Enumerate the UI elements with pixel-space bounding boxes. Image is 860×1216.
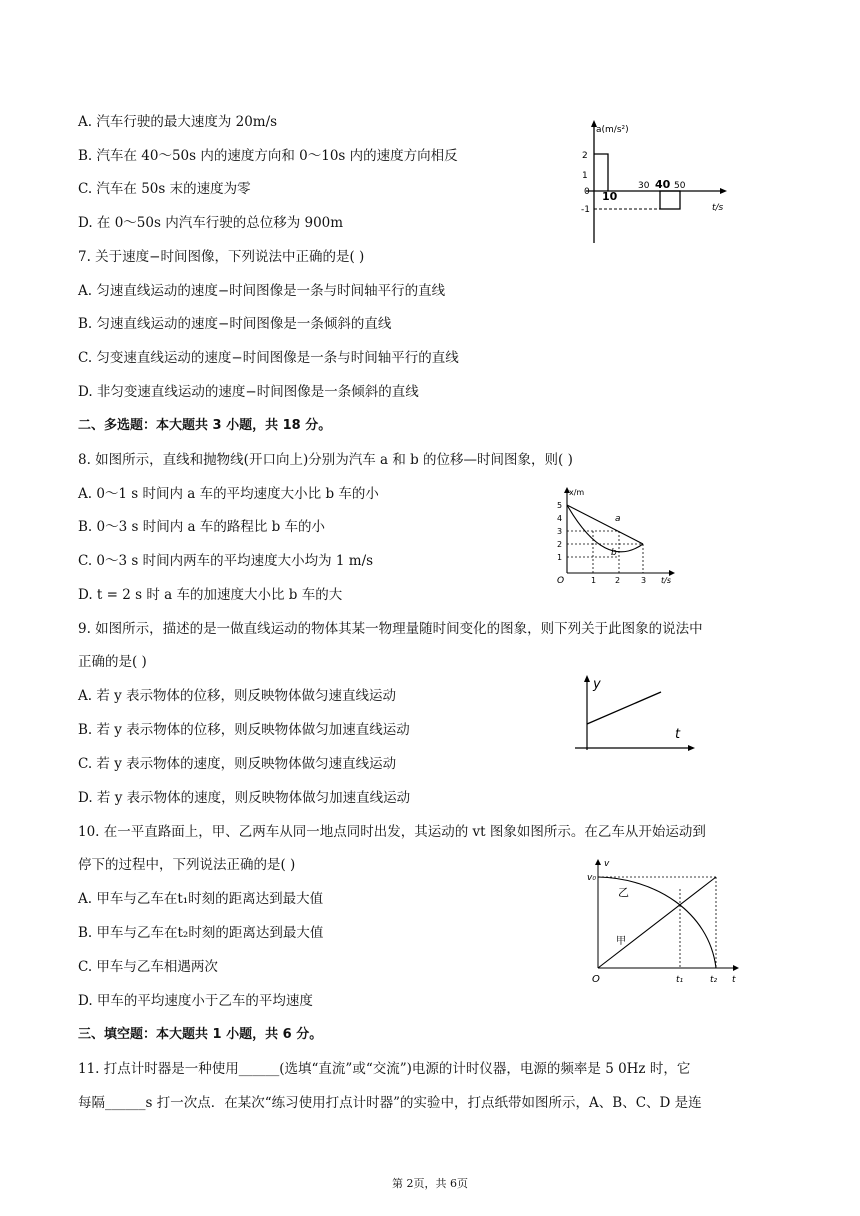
fig1-tick-30: 30 xyxy=(638,181,650,191)
text-line: 正确的是( ) xyxy=(78,654,147,670)
fig1-tick-0: 0 xyxy=(584,187,590,197)
text-line: C. 若 y 表示物体的速度，则反映物体做匀速直线运动 xyxy=(78,756,397,772)
text-line: A. 汽车行驶的最大速度为 20m/s xyxy=(78,114,278,130)
acceleration-time-graph xyxy=(582,118,732,248)
fig2-origin: O xyxy=(557,576,565,586)
text-line: C. 甲车与乙车相遇两次 xyxy=(78,959,218,975)
section-heading: 二、多选题：本大题共 3 小题，共 18 分。 xyxy=(78,418,332,433)
fig4-yi-label: 乙 xyxy=(618,886,629,899)
text-line: A. 若 y 表示物体的位移，则反映物体做匀速直线运动 xyxy=(78,688,397,704)
fig2-line-a-label: a xyxy=(615,514,621,524)
page-footer: 第 2页，共 6页 xyxy=(392,1177,468,1190)
fig1-tick-1: 1 xyxy=(582,171,588,181)
text-line: D. 在 0～50s 内汽车行驶的总位移为 900m xyxy=(78,215,344,231)
velocity-time-graph xyxy=(584,856,744,986)
text-line: B. 若 y 表示物体的位移，则反映物体做匀加速直线运动 xyxy=(78,722,410,738)
text-line: D. 甲车的平均速度小于乙车的平均速度 xyxy=(78,993,313,1009)
fig2-tick-y3: 3 xyxy=(557,527,563,536)
fig2-tick-y4: 4 xyxy=(557,514,563,523)
fig1-tick-40: 40 xyxy=(655,178,671,191)
text-line: 11. 打点计时器是一种使用______(选填“直流”或“交流”)电源的计时仪器，电源的频率是 5 0Hz 时，它 xyxy=(78,1061,691,1077)
fig2-tick-y1: 1 xyxy=(557,553,563,562)
fig1-tick-neg1: -1 xyxy=(581,205,590,215)
text-line: D. 非匀变速直线运动的速度−时间图像是一条倾斜的直线 xyxy=(78,384,419,400)
text-line: C. 匀变速直线运动的速度−时间图像是一条与时间轴平行的直线 xyxy=(78,350,459,366)
text-line: C. 汽车在 50s 末的速度为零 xyxy=(78,181,251,197)
fig2-tick-x2: 2 xyxy=(615,576,621,585)
displacement-time-graph xyxy=(553,485,683,585)
fig2-ylabel: x/m xyxy=(569,488,585,497)
fig2-xlabel: t/s xyxy=(661,576,671,585)
fig4-ylabel: v xyxy=(604,859,610,869)
y-time-graph xyxy=(575,672,697,756)
text-line: D. 若 y 表示物体的速度，则反映物体做匀加速直线运动 xyxy=(78,790,411,806)
fig4-t1-label: t₁ xyxy=(676,975,684,985)
text-line: 7. 关于速度−时间图像，下列说法中正确的是( ) xyxy=(78,249,365,265)
fig4-origin: O xyxy=(592,974,600,985)
fig2-tick-y5: 5 xyxy=(557,501,563,510)
fig1-tick-10: 10 xyxy=(602,190,618,203)
fig1-ylabel: a(m/s²) xyxy=(596,125,629,135)
section-heading: 三、填空题：本大题共 1 小题，共 6 分。 xyxy=(78,1027,323,1042)
text-line: B. 甲车与乙车在t₂时刻的距离达到最大值 xyxy=(78,925,324,941)
text-line: A. 匀速直线运动的速度−时间图像是一条与时间轴平行的直线 xyxy=(78,283,446,299)
text-line: B. 汽车在 40～50s 内的速度方向和 0～10s 内的速度方向相反 xyxy=(78,148,458,164)
text-line: B. 匀速直线运动的速度−时间图像是一条倾斜的直线 xyxy=(78,316,392,332)
text-line: C. 0～3 s 时间内两车的平均速度大小均为 1 m/s xyxy=(78,553,374,569)
fig2-curve-b-label: b xyxy=(611,548,617,558)
text-line: B. 0～3 s 时间内 a 车的路程比 b 车的小 xyxy=(78,519,326,535)
text-line: 每隔______s 打一次点．在某次“练习使用打点计时器”的实验中，打点纸带如图所示，A、B、C、D 是连 xyxy=(78,1095,702,1111)
fig2-tick-y2: 2 xyxy=(557,540,563,549)
fig3-ylabel: y xyxy=(593,677,601,692)
fig4-v0-label: v₀ xyxy=(587,873,596,883)
fig3-xlabel: t xyxy=(675,727,681,742)
text-line: 10. 在一平直路面上，甲、乙两车从同一地点同时出发，其运动的 vt 图象如图所示。在乙车从开始运动到 xyxy=(78,824,706,840)
fig1-tick-50: 50 xyxy=(674,181,686,191)
text-line: A. 0～1 s 时间内 a 车的平均速度大小比 b 车的小 xyxy=(78,486,379,502)
fig4-jia-label: 甲 xyxy=(616,936,626,947)
fig4-t2-label: t₂ xyxy=(710,975,718,985)
text-line: A. 甲车与乙车在t₁时刻的距离达到最大值 xyxy=(78,891,324,907)
text-line: 8. 如图所示，直线和抛物线(开口向上)分别为汽车 a 和 b 的位移—时间图象，则( ) xyxy=(78,452,573,468)
fig2-tick-x1: 1 xyxy=(591,576,597,585)
fig1-tick-2: 2 xyxy=(582,151,588,161)
text-line: D. t = 2 s 时 a 车的加速度大小比 b 车的大 xyxy=(78,587,343,603)
fig1-xlabel: t/s xyxy=(712,203,724,213)
fig4-xlabel: t xyxy=(732,975,736,985)
text-line: 停下的过程中，下列说法正确的是( ) xyxy=(78,857,296,873)
fig2-tick-x3: 3 xyxy=(641,576,647,585)
text-line: 9. 如图所示，描述的是一做直线运动的物体其某一物理量随时间变化的图象，则下列关于此图象的说法中 xyxy=(78,621,703,637)
